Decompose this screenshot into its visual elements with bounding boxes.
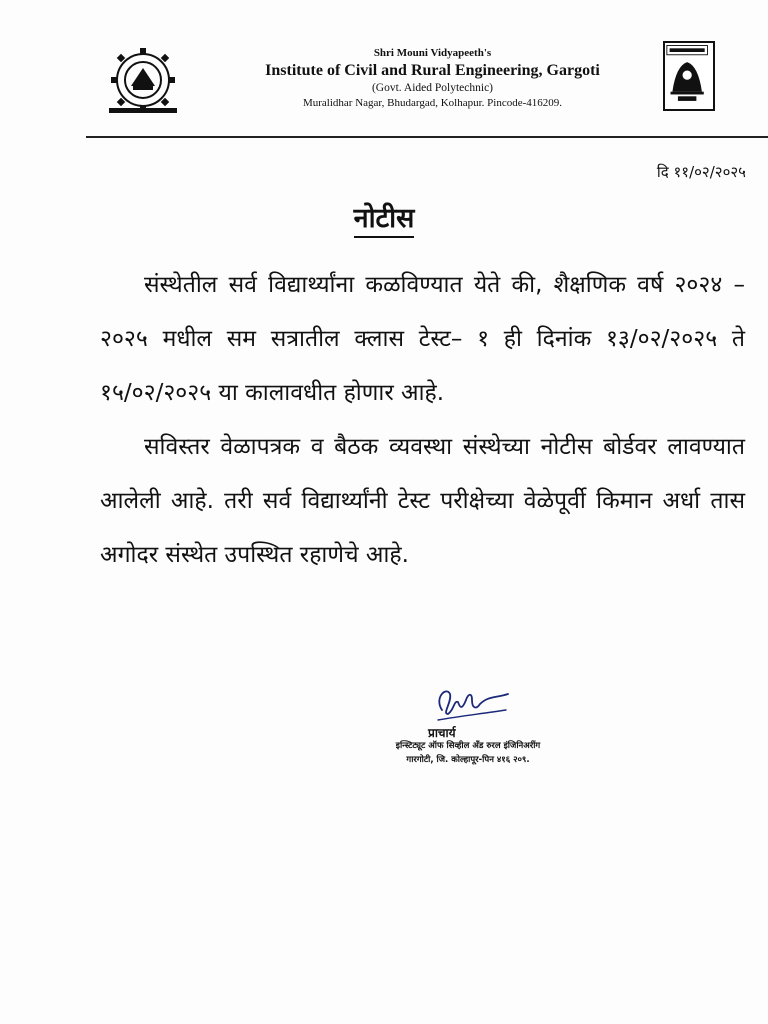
institute-status: (Govt. Aided Polytechnic) [371,82,494,94]
society-emblem-icon [665,43,713,109]
letterhead-text [205,46,660,111]
principal-designation: प्राचार्य [428,726,456,740]
notice-paragraph-1: संस्थेतील सर्व विद्यार्थ्यांना कळविण्यात येते की, शैक्षणिक वर्ष २०२४ – २०२५ मधील सम सत्रातील क्लास टेस्ट– १ ही दिनांक १३/०२/२०२५ ते १५/०२/२०२५ या कालावधीत होणार आहे. [100,272,745,406]
institute-gear-logo [103,42,183,122]
principal-signature-block [370,680,550,780]
letterhead-divider [86,136,768,138]
notice-body [100,258,745,582]
notice-date: दि ११/०२/२०२५ [656,163,746,181]
society-name: Shri Mouni Vidyapeeth's [373,47,492,59]
institute-address: Muralidhar Nagar, Bhudargad, Kolhapur. Pincode-416209. [302,97,563,109]
society-emblem [663,41,715,111]
institute-stamp: इन्स्टिट्यूट ऑफ सिव्हील अँड रुरल इंजिनिअरींग [395,741,541,751]
institute-name: Institute of Civil and Rural Engineering, Gargoti [265,62,600,79]
place-stamp: गारगोटी, जि. कोल्हापूर-पिन ४१६ २०९. [406,755,530,765]
letterhead [95,38,725,128]
notice-paragraph-2: सविस्तर वेळापत्रक व बैठक व्यवस्था संस्थेच्या नोटीस बोर्डवर लावण्यात आलेली आहे. तरी सर्व विद्यार्थ्यांनी टेस्ट परीक्षेच्या वेळेपूर्वी किमान अर्धा तास अगोदर संस्थेत उपस्थित रहाणेचे आहे. [100,434,745,568]
handwritten-signature [432,680,512,726]
notice-title [0,198,768,235]
notice-title-text: नोटीस [354,203,415,238]
